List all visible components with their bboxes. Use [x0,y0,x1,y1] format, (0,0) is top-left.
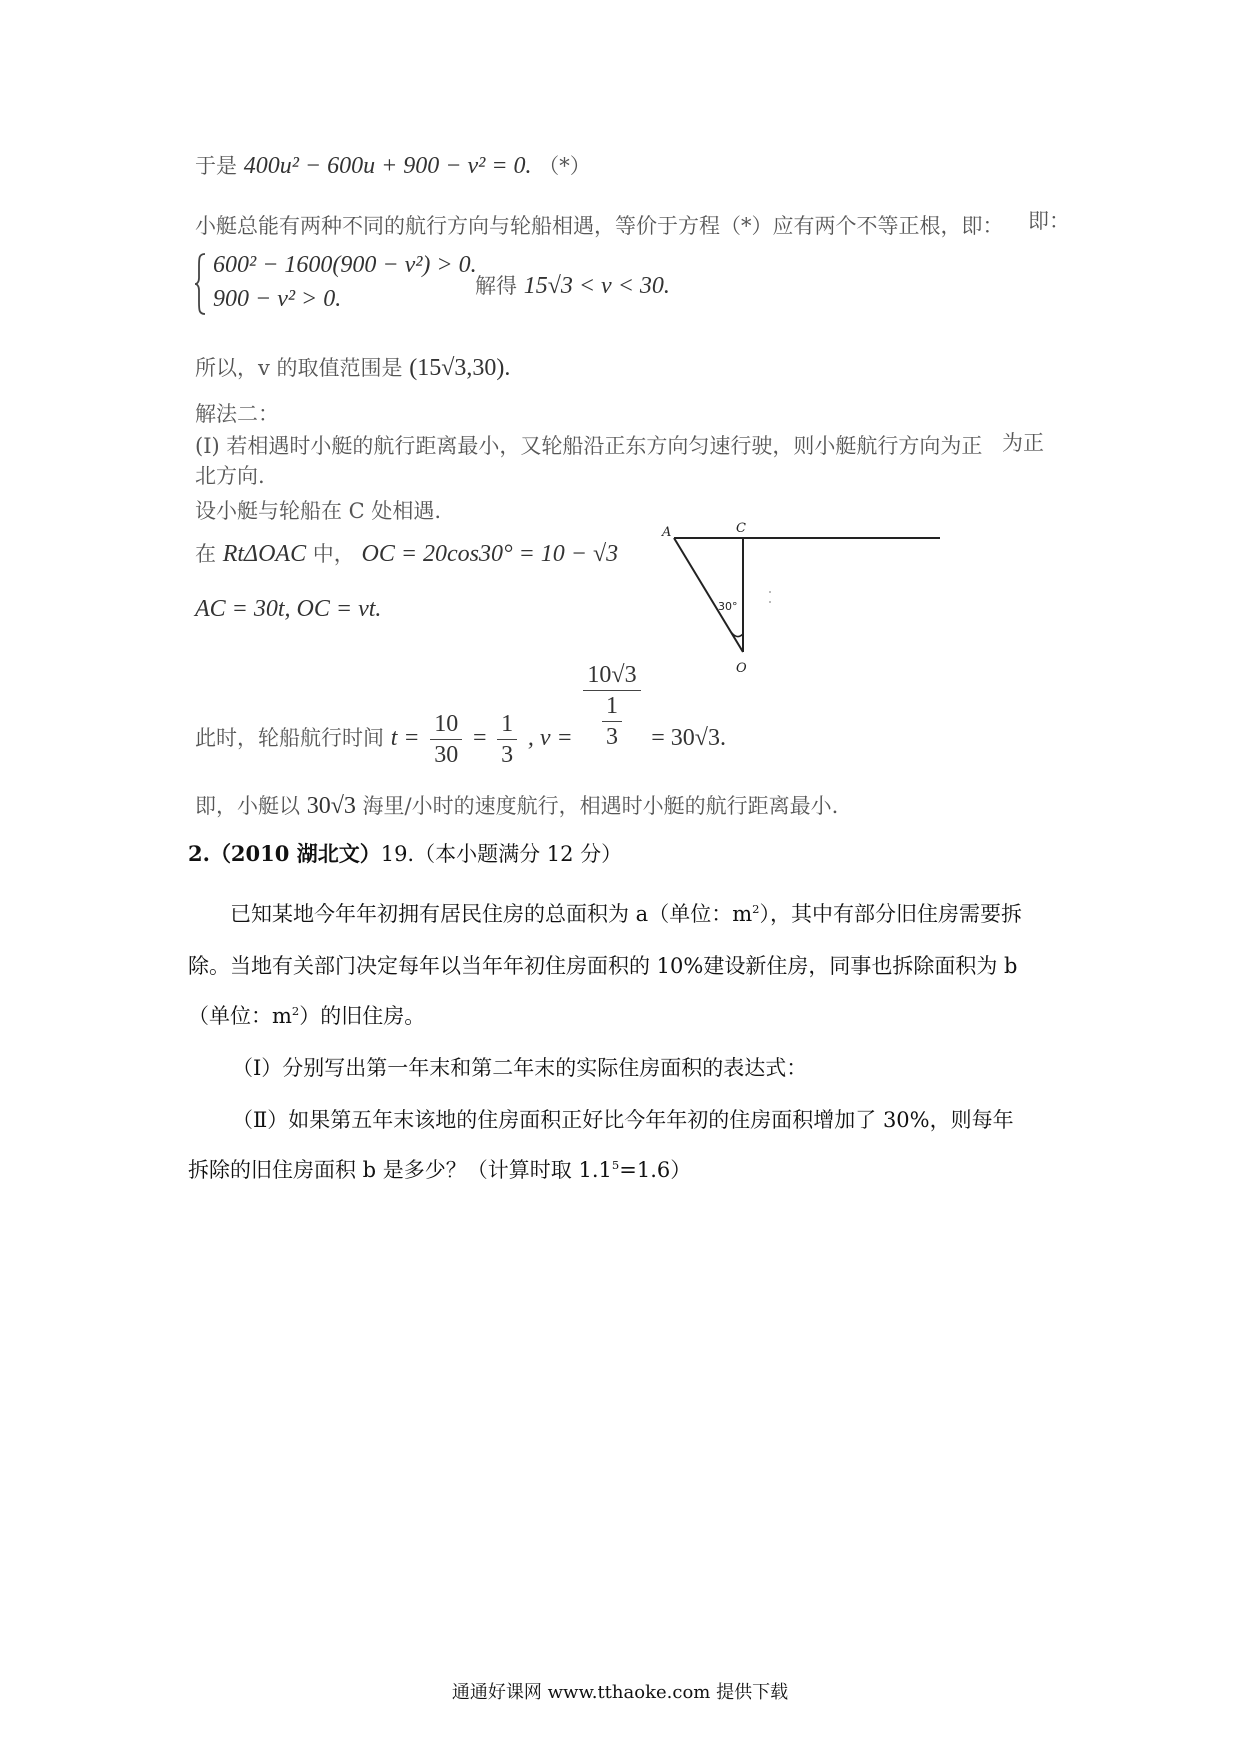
fraction-v-inner-denominator: 3 [605,724,618,750]
part1-line1-text: (I) 若相遇时小艇的航行距离最小，又轮船沿正东方向匀速行驶，则小艇航行方向为正 [195,434,983,458]
para1-line3-sup: 2 [291,1004,300,1018]
fraction-v-inner-numerator: 1 [602,691,622,722]
conclusion-line [195,790,838,820]
t-equals: = [472,725,487,752]
system-line-1: 600² − 1600(900 − v²) > 0. [213,252,477,278]
problem-question-2-line2 [188,1154,691,1184]
margin-note-ji-text: 即： [1028,209,1070,233]
fraction-1-3 [497,709,517,770]
page-footer [0,1678,1240,1704]
range-line [195,352,510,382]
meet-at-c-text: 设小艇与轮船在 C 处相遇. [195,499,442,523]
meet-at-c-line [195,495,441,525]
question-2-line1-text: （Ⅱ）如果第五年末该地的住房面积正好比今年年初的住房面积增加了 30%，则每年 [232,1108,1014,1132]
margin-note-ji [1028,205,1070,235]
margin-note-weizheng-text: 为正 [1002,431,1044,455]
para1-line3-a: （单位：m [188,1004,292,1028]
fraction-10-30-numerator: 10 [430,709,462,740]
label-c: C [736,521,746,536]
part1-line2-text: 北方向. [195,464,265,488]
eq-intro: 于是 [195,154,237,178]
fraction-1-3-numerator: 1 [497,709,517,740]
conclusion-b: 海里/小时的速度航行，相遇时小艇的航行距离最小. [362,794,839,818]
para1-line1-a: 已知某地今年年初拥有居民住房的总面积为 a（单位：m [230,902,753,926]
paragraph-two-roots [195,210,1004,240]
problem-question-1 [232,1052,807,1082]
rt-oc-math: OC = 20cos30° = 10 − √3 [361,541,619,567]
margin-note-weizheng [1002,427,1044,457]
v-variable: , v = [527,725,573,752]
footer-text: 通通好课网 www.tthaoke.com 提供下载 [451,1682,789,1703]
part1-line2 [195,460,265,490]
problem-source: （2010 湖北文） [209,841,381,866]
para1-line1-sup: 2 [752,902,760,916]
eq-star-math: 400u² − 600u + 900 − v² = 0. [243,153,532,179]
fraction-1-3-denominator: 3 [501,742,514,769]
problem-question-no: 19. [380,842,415,866]
triangle-diagram [640,520,960,680]
speck-2 [769,601,771,603]
system-line-2: 900 − v² > 0. [213,286,342,312]
fraction-10-30-denominator: 30 [434,742,459,769]
equation-star-line [195,150,591,180]
para1-line1-b: ），其中有部分旧住房需要拆 [759,902,1022,926]
ac-oc-line [195,596,381,623]
conclusion-math: 30√3 [306,793,356,819]
system-solution [475,270,670,300]
problem-question-2-line1 [232,1104,1014,1134]
fraction-10-30 [430,709,462,770]
method-two-text: 解法二： [195,402,279,426]
question-2-line2-a: 拆除的旧住房面积 b 是多少？（计算时取 1.1 [188,1158,612,1182]
system-solution-label: 解得 [475,274,517,298]
time-label: 此时，轮船航行时间 [195,726,384,751]
fraction-v [583,660,640,752]
paragraph-two-roots-text: 小艇总能有两种不同的航行方向与轮船相遇，等价于方程（*）应有两个不等正根，即： [195,214,1004,238]
rt-mid: 中， [312,542,355,566]
para1-line2-text: 除。当地有关部门决定每年以当年年初住房面积的 10%建设新住房，同事也拆除面积为 b [188,954,1018,978]
part1-line1 [195,430,982,460]
fraction-v-inner [602,691,622,752]
label-o: O [736,661,747,676]
label-a: A [662,525,672,540]
para1-line3-b: ）的旧住房。 [299,1004,426,1028]
problem-number: 2. [188,841,210,866]
rt-label: 在 [195,542,216,566]
fraction-v-numerator: 10√3 [583,660,640,691]
range-math: (15√3,30). [409,355,511,381]
fraction-v-denominator [583,691,640,752]
conclusion-a: 即，小艇以 [195,794,300,818]
range-label: 所以，v 的取值范围是 [195,356,403,380]
problem-para1-line2 [188,950,1017,980]
question-2-line2-sup: 5 [611,1158,620,1172]
system-solution-math: 15√3 < v < 30. [523,273,670,299]
problem-para1-line3 [188,1000,425,1030]
speck-1 [769,591,771,593]
ac-oc-math: AC = 30t, OC = vt. [195,596,382,622]
rt-triangle-name: RtΔOAC [222,541,307,567]
question-2-line2-b: =1.6） [619,1158,692,1182]
brace-symbol [195,252,207,316]
v-result: = 30√3. [651,725,726,752]
right-triangle-line [195,538,618,568]
t-variable: t = [390,725,420,752]
problem-score: （本小题满分 12 分） [414,842,623,866]
label-angle: 30° [718,600,738,613]
problem-heading [188,838,622,868]
problem-para1-line1 [230,898,1022,928]
question-1-text: （Ⅰ）分别写出第一年末和第二年末的实际住房面积的表达式： [232,1056,808,1080]
eq-star-tag: （*） [538,154,591,178]
method-two-heading [195,398,279,428]
